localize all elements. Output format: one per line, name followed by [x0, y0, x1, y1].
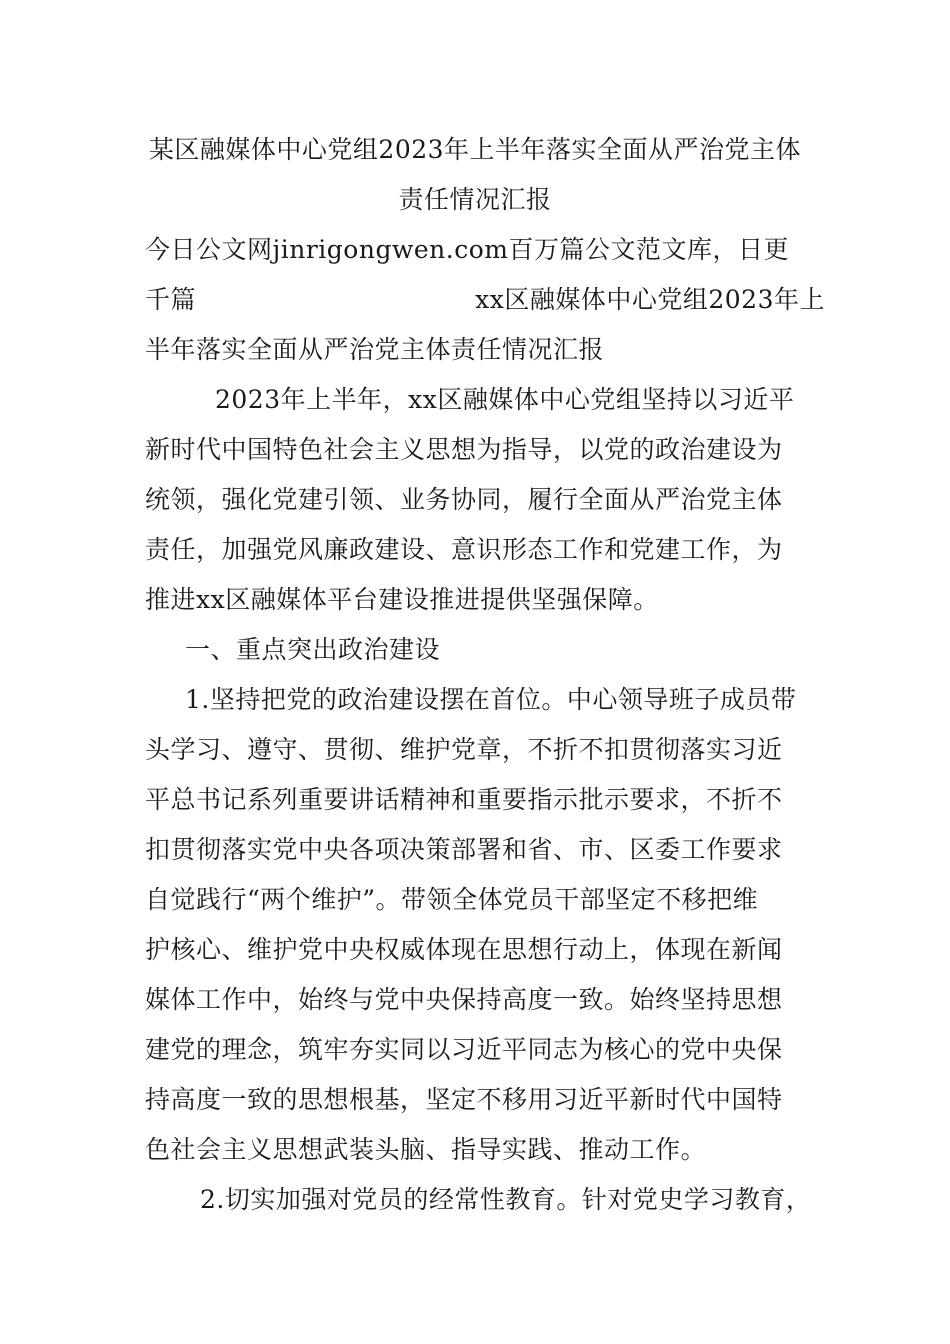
item-1-line-2: 头学习、遵守、贯彻、维护党章，不折不扣贯彻落实习近 — [145, 735, 783, 764]
intro-line-5: 推进xx区融媒体平台建设推进提供坚强保障。 — [145, 585, 659, 614]
source-line-2 — [145, 275, 825, 325]
source-line-2-right: xx区融媒体中心党组2023年上 — [475, 285, 825, 314]
item-1-line-6: 护核心、维护党中央权威体现在思想行动上，体现在新闻 — [145, 935, 783, 964]
item-1-line-7: 媒体工作中，始终与党中央保持高度一致。始终坚持思想 — [145, 985, 783, 1014]
intro-line-2: 新时代中国特色社会主义思想为指导，以党的政治建设为 — [145, 435, 783, 464]
item-1-line-8: 建党的理念，筑牢夯实同以习近平同志为核心的党中央保 — [145, 1035, 783, 1064]
item-1-line-5: 自觉践行“两个维护”。带领全体党员干部坚定不移把维 — [145, 885, 759, 914]
section-1-heading: 一、重点突出政治建设 — [185, 635, 441, 664]
document-title-line-1: 某区融媒体中心党组2023年上半年落实全面从严治党主体 — [148, 135, 802, 164]
item-1-line-9: 持高度一致的思想根基，坚定不移用习近平新时代中国特 — [145, 1085, 783, 1114]
item-1-line-10: 色社会主义思想武装头脑、指导实践、推动工作。 — [145, 1135, 707, 1164]
intro-line-3: 统领，强化党建引领、业务协同，履行全面从严治党主体 — [145, 485, 783, 514]
source-line-2-left: 千篇 — [145, 285, 197, 314]
source-line-1: 今日公文网jinrigongwen.com百万篇公文范文库，日更 — [145, 235, 789, 264]
item-2-line-1: 2.切实加强对党员的经常性教育。针对党史学习教育， — [200, 1185, 812, 1214]
source-line-3: 半年落实全面从严治党主体责任情况汇报 — [145, 335, 605, 364]
item-1-line-4: 扣贯彻落实党中央各项决策部署和省、市、区委工作要求 — [145, 835, 783, 864]
document-title-line-2: 责任情况汇报 — [398, 185, 552, 214]
intro-line-4: 责任，加强党风廉政建设、意识形态工作和党建工作，为 — [145, 535, 783, 564]
item-1-line-3: 平总书记系列重要讲话精神和重要指示批示要求，不折不 — [145, 785, 783, 814]
item-1-line-1: 1.坚持把党的政治建设摆在首位。中心领导班子成员带 — [185, 685, 797, 714]
intro-line-1: 2023年上半年，xx区融媒体中心党组坚持以习近平 — [215, 385, 795, 414]
